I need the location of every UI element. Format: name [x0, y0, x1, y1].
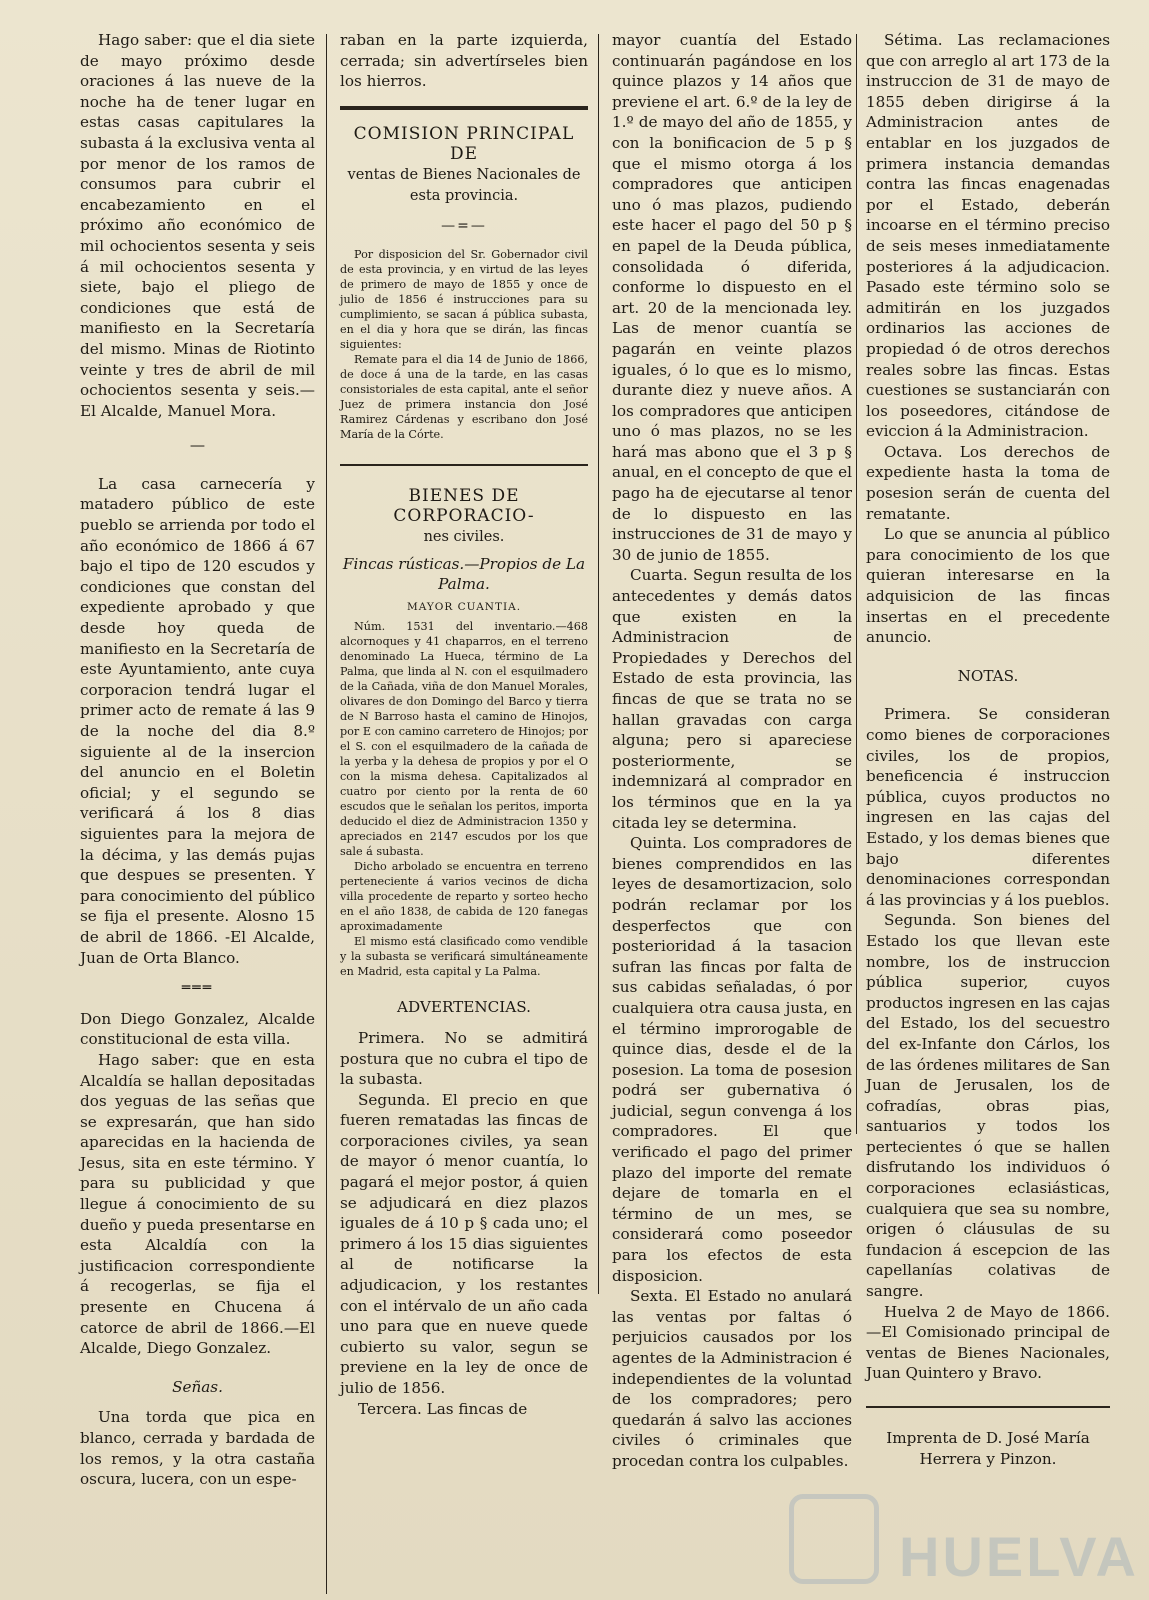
senas-title: Señas.: [172, 1377, 223, 1396]
heading-advertencias: ADVERTENCIAS.: [397, 998, 531, 1017]
watermark-logo: [779, 1480, 1139, 1590]
separator: —: [189, 436, 206, 455]
nota-primera: Primera. Se consideran como bienes de corporaciones civiles, los de propios, beneficencia é instruccion pública, cuyos productos no ingresen en las cajas del Estado, y los demas bienes que bajo diferentes denominaciones correspondan á las provincias y á los pueblos.: [866, 705, 1110, 909]
rule: [866, 1406, 1110, 1408]
separator: —=—: [441, 218, 487, 235]
mayor-cuantia-label: MAYOR CUANTIA.: [406, 600, 522, 613]
notice-chucena-header: Don Diego Gonzalez, Alcalde constitucional de esta villa.: [80, 1009, 315, 1049]
nota-segunda: Segunda. Son bienes del Estado los que llevan este nombre, los de instruccion pública superior, cuyos productos ingresen en las cajas del Estado, los del secuestro del ex-Infante don Cárlos, los de las órdenes militares de San Juan de Jerusalen, los de cofradías, obras pias, santuarios y todos los pertecientes ó que se hallen disfrutando los individuos ó corporaciones eclasiásticas, cualquiera que sea su nombre, origen ó cláusulas de su fundacion á escepcion de las capellanías colativas de sangre.: [866, 911, 1110, 1301]
heading-comision: COMISION PRINCIPAL DE: [353, 123, 575, 165]
column-divider: [598, 34, 599, 1294]
advertencia-cuarta: Cuarta. Segun resulta de los antecedentes y demás datos que existen en la Administracion de Propiedades y Derechos del Estado de esta provincia, las fincas de que se trata no se hallan gravadas con carga alguna; pero si apareciese posteriormente, se indemnizará al comprador en los términos que en la ya citada ley se determina.: [612, 566, 852, 832]
finca-description: Núm. 1531 del inventario.—468 alcornoques y 41 chaparros, en el terreno denominado La Hueca, término de La Palma, que linda al N. con el esquilmadero de la Cañada, viña de don Manuel Morales, olivares de don Domingo del Barco y tierra de N Barroso hasta el camino de Hinojos, por E con camino carretero de Hinojos; por el S. con el esquilmadero de la cañada de la yerba y la dehesa de propios y por el O con la misma dehesa. Capitalizados al cuatro por ciento por la renta de 60 escudos que le señalan los peritos, importa deducido el diez de Administracion 1350 y apreciados en 2147 escudos por los que sale á subasta.: [340, 620, 588, 859]
remate-text: Remate para el dia 14 de Junio de 1866, de doce á una de la tarde, en las casas consistoriales de esta capital, ante el señor Juez de primera instancia don José Ramirez Cárdenas y escribano don José María de la Córte.: [340, 352, 588, 441]
advertencia-octava: Octava. Los derechos de expediente hasta la toma de posesion serán de cuenta del rematante.: [866, 442, 1110, 523]
rule: [340, 464, 588, 466]
clasificacion-text: El mismo está clasificado como vendible y la subasta se verificará simultáneamente en Madrid, esta capital y La Palma.: [340, 935, 588, 979]
subheading-ventas: ventas de Bienes Nacionales de esta provincia.: [347, 166, 581, 204]
separator: ═══: [181, 980, 214, 997]
column-2: [340, 30, 588, 1419]
signature-block: Huelva 2 de Mayo de 1866.—El Comisionado principal de ventas de Bienes Nacionales, Juan Quintero y Bravo.: [866, 1302, 1110, 1383]
heading-notas: NOTAS.: [957, 666, 1019, 685]
continuation-text: mayor cuantía del Estado continuarán pagándose en los quince plazos y 14 años que previene el art. 6.º de la ley de 1.º de mayo del año de 1855, y con la bonificacion de 5 p § que el mismo otorga á los compradores que anticipen uno ó mas plazos, pudiendo este hacer el pago del 50 p § en papel de la Deuda pública, consolidada ó diferida, conforme lo dispuesto en el art. 20 de la mencionada ley. Las de menor cuantía se pagarán en veinte plazos iguales, ó lo que es lo mismo, durante diez y nueve años. A los compradores que anticipen uno ó mas plazos, no se les hará mas abono que el 3 p § anual, en el concepto de que el pago ha de ejecutarse al tenor de lo dispuesto en las instrucciones de 31 de mayo y 30 de junio de 1855.: [612, 31, 852, 564]
advertencia-tercera: Tercera. Las fincas de: [358, 1399, 528, 1418]
advertencia-quinta: Quinta. Los compradores de bienes comprendidos en las leyes de desamortizacion, solo podrán reclamar por los desperfectos que con posterioridad á la tasacion sufran las fincas por falta de sus cabidas señaladas, ó por cualquiera otra causa justa, en el término improrogable de quince dias, desde el de la posesion. La toma de posesion podrá ser gubernativa ó judicial, segun convenga á los compradores. El que verificado el pago del primer plazo del importe del remate dejare de tomarla en el término de un mes, se considerará como poseedor para los efectos de esta disposicion.: [612, 834, 852, 1285]
column-4: [866, 30, 1110, 1469]
notice-riotinto: Hago saber: que el dia siete de mayo próximo desde oraciones á las nueve de la noche ha de tener lugar en estas casas capitulares la subasta á la exclusiva venta al por menor de los ramos de consumos para cubrir el encabezamiento en el próximo año económico de mil ochocientos sesenta y seis á mil ochocientos sesenta y siete, bajo el pliego de condiciones que está de manifiesto en la Secretaría del mismo. Minas de Riotinto veinte y tres de abril de mil ochocientos sesenta y seis.—El Alcalde, Manuel Mora.: [80, 31, 315, 420]
anuncio-text: Lo que se anuncia al público para conocimiento de los que quieran interesarse en la adquisicion de las fincas insertas en el precedente anuncio.: [866, 525, 1110, 647]
advertencia-setima: Sétima. Las reclamaciones que con arreglo al art 173 de la instruccion de 31 de mayo de 1855 deben dirigirse á la Administracion antes de entablar en los juzgados de primera instancia demandas contra las fincas enagenadas por el Estado, deberán incoarse en el término preciso de seis meses inmediatamente posteriores á la adjudicacion. Pasado este término solo se admitirán en los juzgados ordinarios las acciones de propiedad ó de otros derechos reales sobre las fincas. Estas cuestiones se sustanciarán con los poseedores, citándose de eviccion á la Administracion.: [866, 31, 1110, 441]
advertencia-sexta: Sexta. El Estado no anulará las ventas por faltas ó perjuicios causados por los agentes de la Administracion é independientes de la voluntad de los compradores; pero quedarán á salvo las acciones civiles ó criminales que procedan contra los culpables.: [612, 1287, 852, 1470]
thick-rule: [340, 106, 588, 110]
small-print-block: [340, 619, 588, 979]
senas-text: Una torda que pica en blanco, cerrada y bardada de los remos, y la otra castaña oscura, lucera, con un espe-: [80, 1408, 315, 1489]
column-divider: [326, 34, 327, 1594]
watermark-text: HUELVA: [899, 1525, 1139, 1588]
fincas-title: Fincas rústicas.—Propios de La Palma.: [342, 554, 586, 594]
column-3: [612, 30, 852, 1472]
subheading-civiles: nes civiles.: [423, 528, 505, 545]
small-print-block: [340, 247, 588, 442]
advertencia-segunda: Segunda. El precio en que fueren rematadas las fincas de corporaciones civiles, ya sean de mayor ó menor cuantía, lo pagará el mejor postor, á quien se adjudicará en diez plazos iguales de á 10 p § cada uno; el primero á los 15 dias siguientes al de notificarse la adjudicacion, y los restantes con el intérvalo de un año cada uno para que en nueve quede cubierto su valor, segun se previene en la ley de once de julio de 1856.: [340, 1090, 588, 1397]
heading-bienes: BIENES DE CORPORACIO-: [393, 485, 535, 527]
notice-chucena: Hago saber: que en esta Alcaldía se hallan depositadas dos yeguas de las señas que se expresarán, que han sido aparecidas en la hacienda de Jesus, sita en este término. Y para su publicidad y que llegue á conocimiento de su dueño y pueda presentarse en esta Alcaldía con la justificacion correspondiente á recogerlas, se fija el presente en Chucena á catorce de abril de 1866.—El Alcalde, Diego Gonzalez.: [80, 1050, 315, 1358]
continuation-text: raban en la parte izquierda, cerrada; sin advertírseles bien los hierros.: [340, 31, 588, 91]
column-1: [80, 30, 315, 1490]
disposicion-text: Por disposicion del Sr. Gobernador civil de esta provincia, y en virtud de las leyes de primero de mayo de 1855 y once de julio de 1856 é instrucciones para su cumplimiento, se sacan á pública subasta, en el dia y hora que se dirán, las fincas siguientes:: [340, 247, 588, 351]
column-divider: [856, 34, 857, 1134]
notice-alosno: La casa carnecería y matadero público de este pueblo se arrienda por todo el año económico de 1866 á 67 bajo el tipo de 120 escudos y condiciones que constan del expediente aprobado y que desde hoy queda de manifiesto en la Secretaría de este Ayuntamiento, ante cuya corporacion tendrá lugar el primer acto de remate á las 9 de la noche del dia 8.º siguiente al de la insercion del anuncio en el Boletin oficial; y el segundo se verificará á los 8 dias siguientes para la mejora de la décima, y las demás pujas que despues se presenten. Y para conocimiento del público se fija el presente. Alosno 15 de abril de 1866. -El Alcalde, Juan de Orta Blanco.: [80, 474, 315, 967]
advertencia-primera: Primera. No se admitirá postura que no cubra el tipo de la subasta.: [340, 1028, 588, 1089]
imprenta-credit: Imprenta de D. José María Herrera y Pinzon.: [886, 1429, 1090, 1468]
arbolado-text: Dicho arbolado se encuentra en terreno perteneciente á varios vecinos de dicha villa procedente de reparto y sorteo hecho en el año 1838, de cabida de 120 fanegas aproximadamente: [340, 860, 588, 934]
shield-icon: [789, 1494, 879, 1584]
